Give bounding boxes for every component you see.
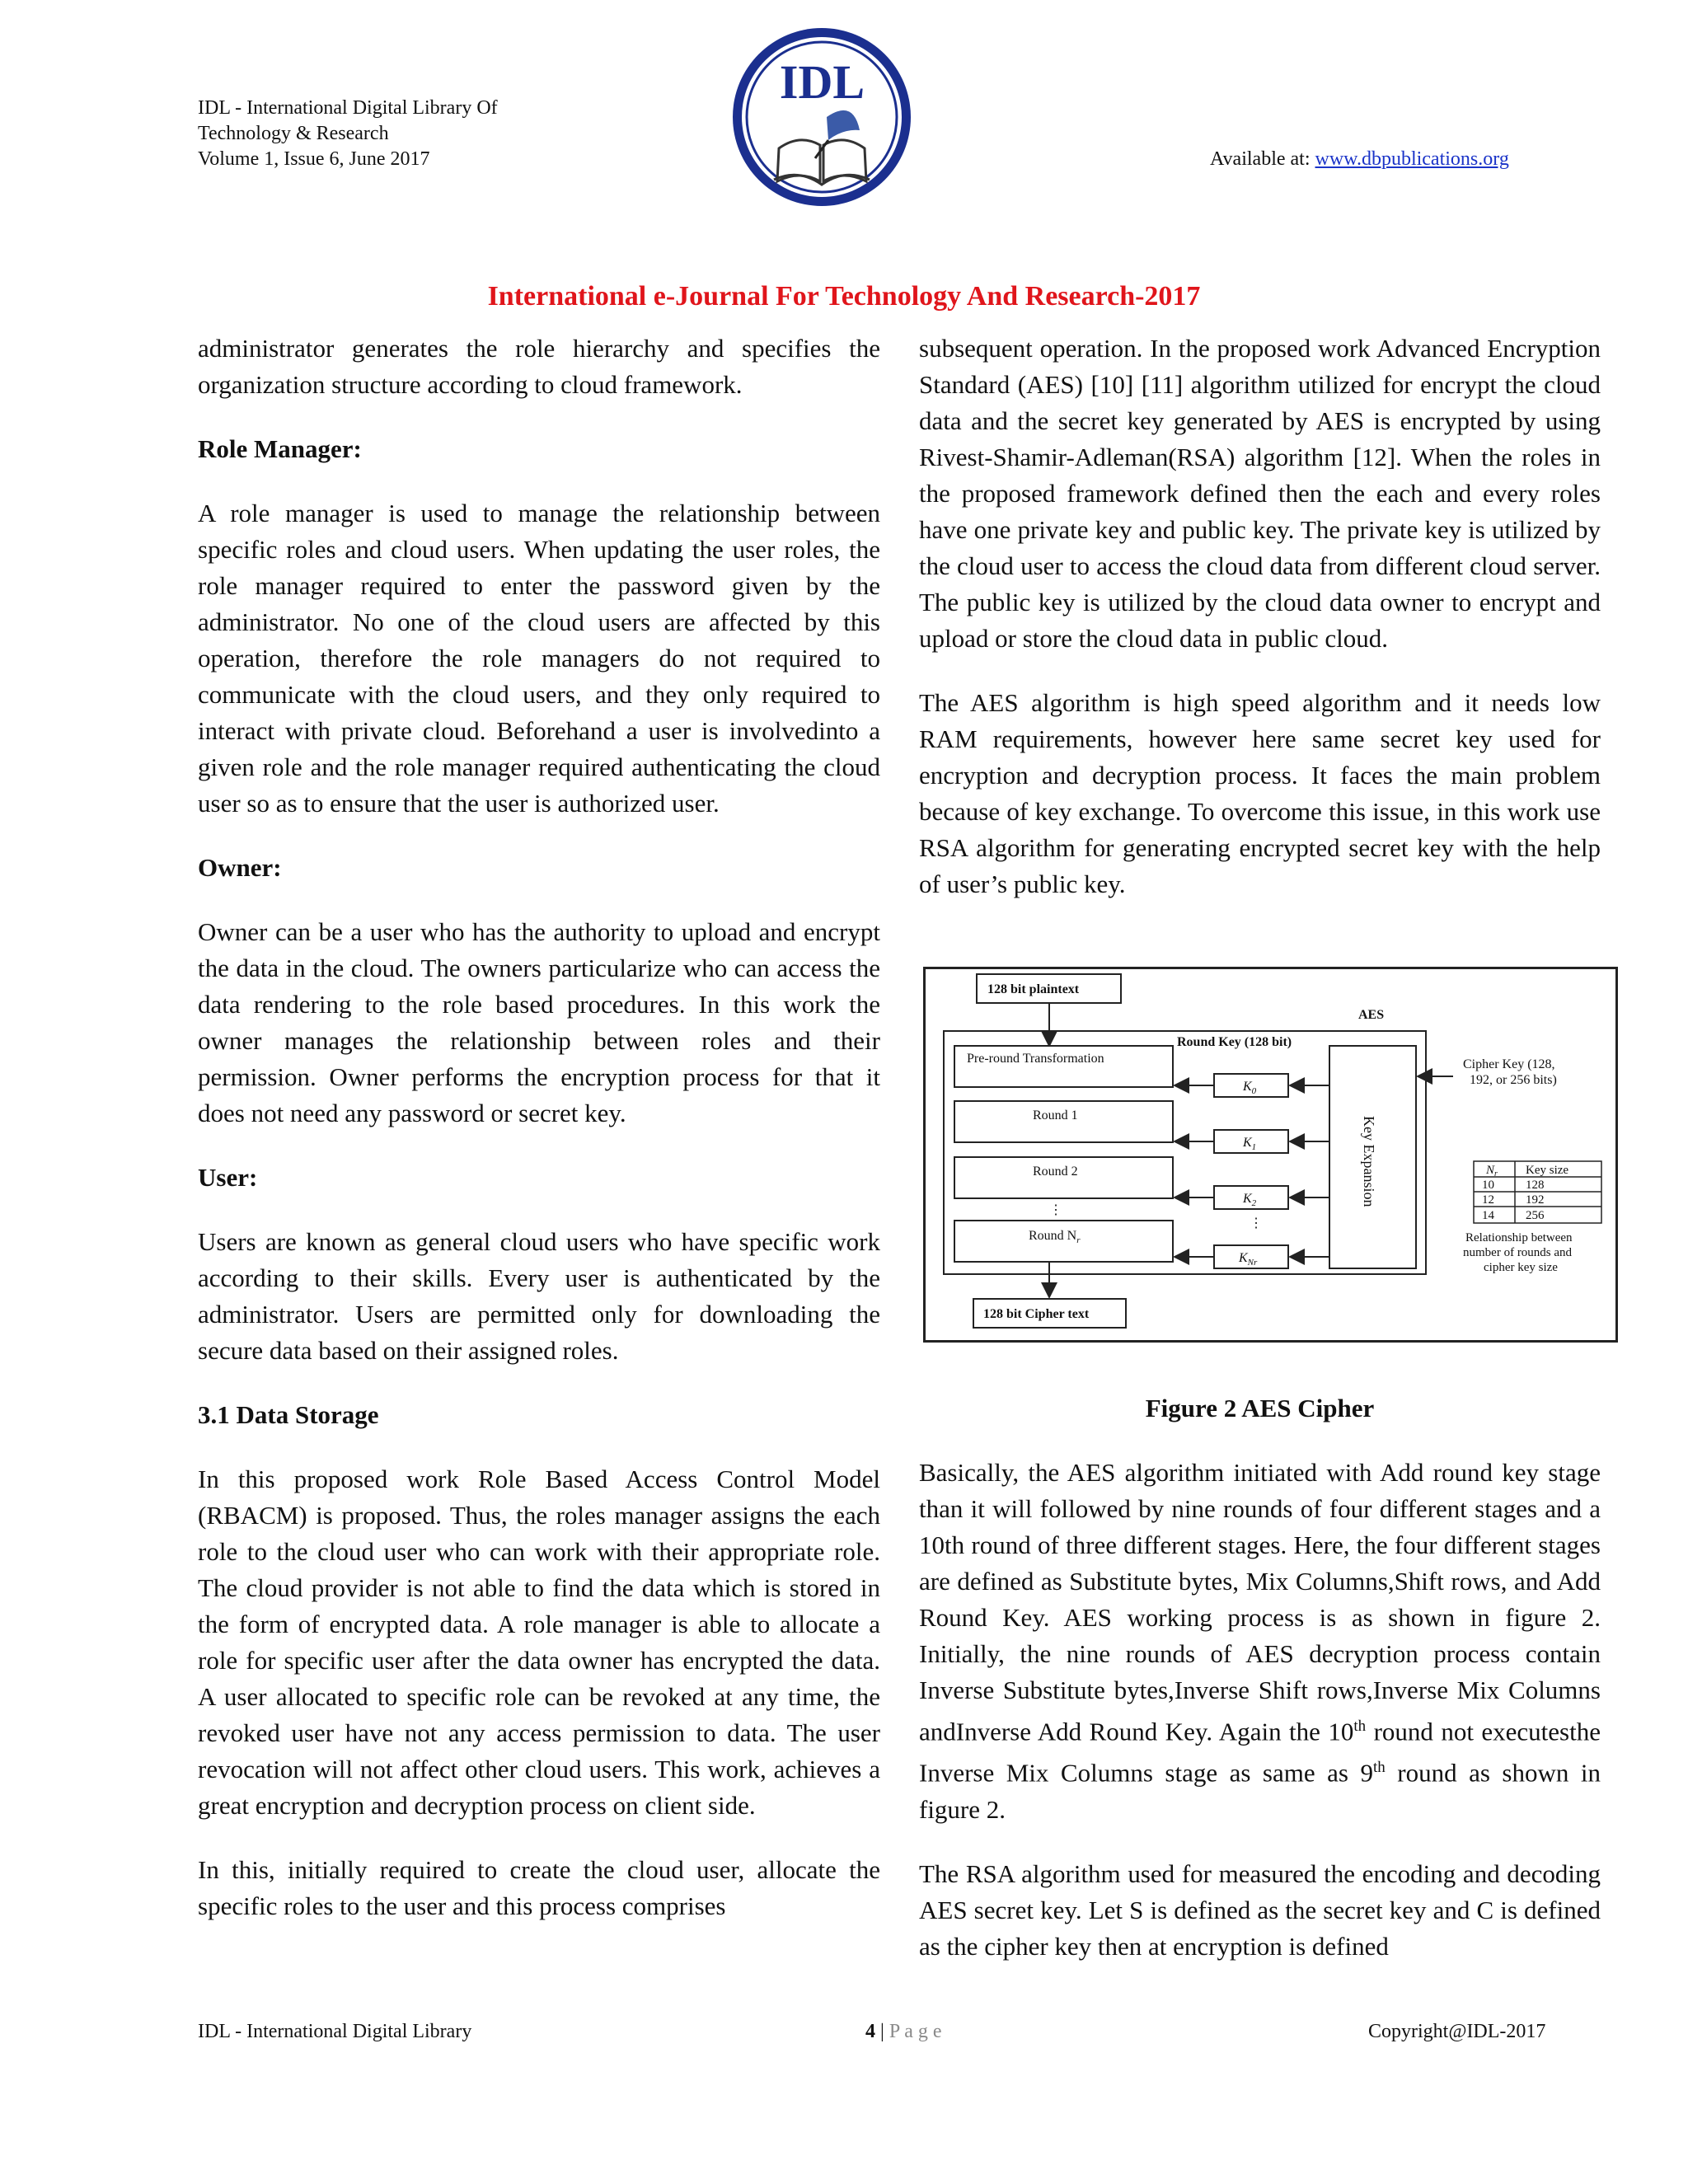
- k2-label: $K_2$: [1243, 1192, 1257, 1208]
- round-key-label: Round Key (128 bit): [1177, 1035, 1292, 1049]
- paragraph-user: Users are known as general cloud users who have specific work according to their skills. Every user is authenticated by the administrator. Users are permitted only for downloading the secure data based on their assigned roles.: [198, 1227, 880, 1365]
- vdots-keys: ⋮: [1250, 1216, 1263, 1230]
- available-label: Available at:: [1210, 148, 1315, 170]
- left-column: [198, 330, 880, 1952]
- table-header-key-size: Key size: [1526, 1164, 1569, 1177]
- heading-role-manager: Role Manager:: [198, 434, 362, 463]
- idl-logo: [729, 25, 915, 210]
- heading-data-storage: 3.1 Data Storage: [198, 1400, 379, 1429]
- pre-round-label: Pre-round Transformation: [967, 1052, 1104, 1066]
- journal-title: International e-Journal For Technology And Research-2017: [487, 281, 1201, 312]
- footer-copyright: Copyright@IDL-2017: [1368, 2021, 1546, 2042]
- knr-label: $K_{Nr}$: [1239, 1251, 1258, 1268]
- page-separator: |: [875, 2021, 889, 2042]
- paragraph-aes-rsa: subsequent operation. In the proposed work Advanced Encryption Standard (AES) [10] [11] algorithm utilized for encrypt the cloud data and the secret key generated by AES is encrypted by using Rivest-Shamir-Adleman(RSA) algorithm [12]. When the roles in the proposed framework defined then the each and every roles have one private key and public key. The private key is utilized by the cloud user to access the cloud data from different cloud server. The public key is utilized by the cloud data owner to encrypt and upload or store the cloud data in public cloud.: [919, 334, 1601, 653]
- key-expansion-label: Key Expansion: [1361, 1116, 1377, 1207]
- right-column-top: [919, 330, 1601, 930]
- paragraph-role-manager: A role manager is used to manage the relationship between specific roles and cloud users. When updating the user roles, the role manager required to enter the password given by the administrator. No one of the cloud users are affected by this operation, therefore the role managers do not required to communicate with the cloud users, and they only required to interact with private cloud. Beforehand a user is involvedinto a given role and the role manager required authenticating the cloud user so as to ensure that the user is authorized user.: [198, 499, 880, 818]
- table-cell: 256: [1526, 1209, 1545, 1222]
- k0-label: $K_0$: [1243, 1080, 1257, 1096]
- relationship-line-1: Relationship between: [1465, 1231, 1573, 1244]
- ciphertext-label: 128 bit Cipher text: [983, 1307, 1090, 1321]
- table-cell: 14: [1482, 1209, 1494, 1222]
- paragraph-owner: Owner can be a user who has the authority to upload and encrypt the data in the cloud. The owners particularize who can access the data rendering to the role based procedures. In this work the owner manages the relationship between roles and their permission. Owner performs the encryption process for that it does not need any password or secret key.: [198, 917, 880, 1127]
- heading-user: User:: [198, 1163, 258, 1192]
- header-line-1: IDL - International Digital Library Of: [198, 97, 498, 119]
- header-line-2: Technology & Research: [198, 123, 389, 144]
- relationship-line-3: cipher key size: [1484, 1261, 1558, 1274]
- dbpublications-link[interactable]: www.dbpublications.org: [1315, 148, 1509, 170]
- header-publisher: [198, 96, 498, 172]
- cipher-key-line-2: 192, or 256 bits): [1470, 1073, 1557, 1087]
- header-line-3: Volume 1, Issue 6, June 2017: [198, 148, 430, 170]
- page-number-value: 4: [865, 2021, 875, 2042]
- table-header-nr: $N_r$: [1486, 1164, 1498, 1179]
- round-nr-label: Round $N_r$: [1029, 1229, 1081, 1245]
- heading-owner: Owner:: [198, 853, 282, 882]
- table-cell: 192: [1526, 1193, 1545, 1207]
- table-cell: 12: [1482, 1193, 1494, 1207]
- paragraph-rsa: The RSA algorithm used for measured the encoding and decoding AES secret key. Let S is defined as the secret key and C is defined as the cipher key then at encryption is defined: [919, 1858, 1601, 1961]
- paragraph-aes-rounds: Basically, the AES algorithm initiated with Add round key stage than it will followed by nine rounds of four different stages and a 10th round of three different stages. Here, the four different stages are defined as Substitute bytes, Mix Columns,Shift rows, and Add Round Key. AES working process is as shown in figure 2. Initially, the nine rounds of AES decryption process contain Inverse Substitute bytes,Inverse Shift rows,Inverse Mix Columns andInverse Add Round Key. Again the 10th round not executesthe Inverse Mix Columns stage as same as 9th round as shown in figure 2.: [919, 1458, 1601, 1824]
- table-cell: 10: [1482, 1179, 1494, 1192]
- aes-cipher-figure: [923, 967, 1618, 1343]
- paragraph-data-storage: In this proposed work Role Based Access Control Model (RBACM) is proposed. Thus, the roles manager assigns the each role to the cloud user who can work with their appropriate role. The cloud provider is not able to find the data which is stored in the form of encrypted data. A role manager is able to allocate a role for specific user after the data owner has encrypted the data. A user allocated to specific role can be revoked at any time, the revoked user have not any access permission to data. The user revocation will not affect other cloud users. This work, achieves a great encryption and decryption process on client side.: [198, 1465, 880, 1820]
- plaintext-label: 128 bit plaintext: [987, 982, 1080, 996]
- relationship-line-2: number of rounds and: [1463, 1246, 1573, 1259]
- aes-label: AES: [1358, 1008, 1385, 1022]
- round2-label: Round 2: [1033, 1165, 1078, 1179]
- page-word: P a g e: [889, 2021, 942, 2042]
- available-at: [1210, 148, 1509, 171]
- rounds-table: [1474, 1161, 1601, 1223]
- figure-caption: Figure 2 AES Cipher: [1145, 1394, 1375, 1422]
- logo-text: IDL: [779, 55, 865, 109]
- round1-label: Round 1: [1033, 1108, 1078, 1122]
- paragraph-cloud-user: In this, initially required to create the cloud user, allocate the specific roles to the user and this process comprises: [198, 1855, 880, 1920]
- vdots-left: ⋮: [1049, 1203, 1062, 1217]
- cipher-key-line-1: Cipher Key (128,: [1463, 1057, 1555, 1071]
- table-cell: 128: [1526, 1179, 1545, 1192]
- footer-left: IDL - International Digital Library: [198, 2021, 472, 2042]
- page-number: [865, 2021, 942, 2043]
- k1-label: $K_1$: [1243, 1136, 1257, 1152]
- paragraph-aes-speed: The AES algorithm is high speed algorithm and it needs low RAM requirements, however here same secret key used for encryption and decryption process. It faces the main problem because of key exchange. To overcome this issue, in this work use RSA algorithm for generating encrypted secret key with the help of user’s public key.: [919, 688, 1601, 898]
- right-column-bottom: [919, 1455, 1601, 1993]
- paragraph-intro: administrator generates the role hierarchy and specifies the organization structure according to cloud framework.: [198, 334, 880, 399]
